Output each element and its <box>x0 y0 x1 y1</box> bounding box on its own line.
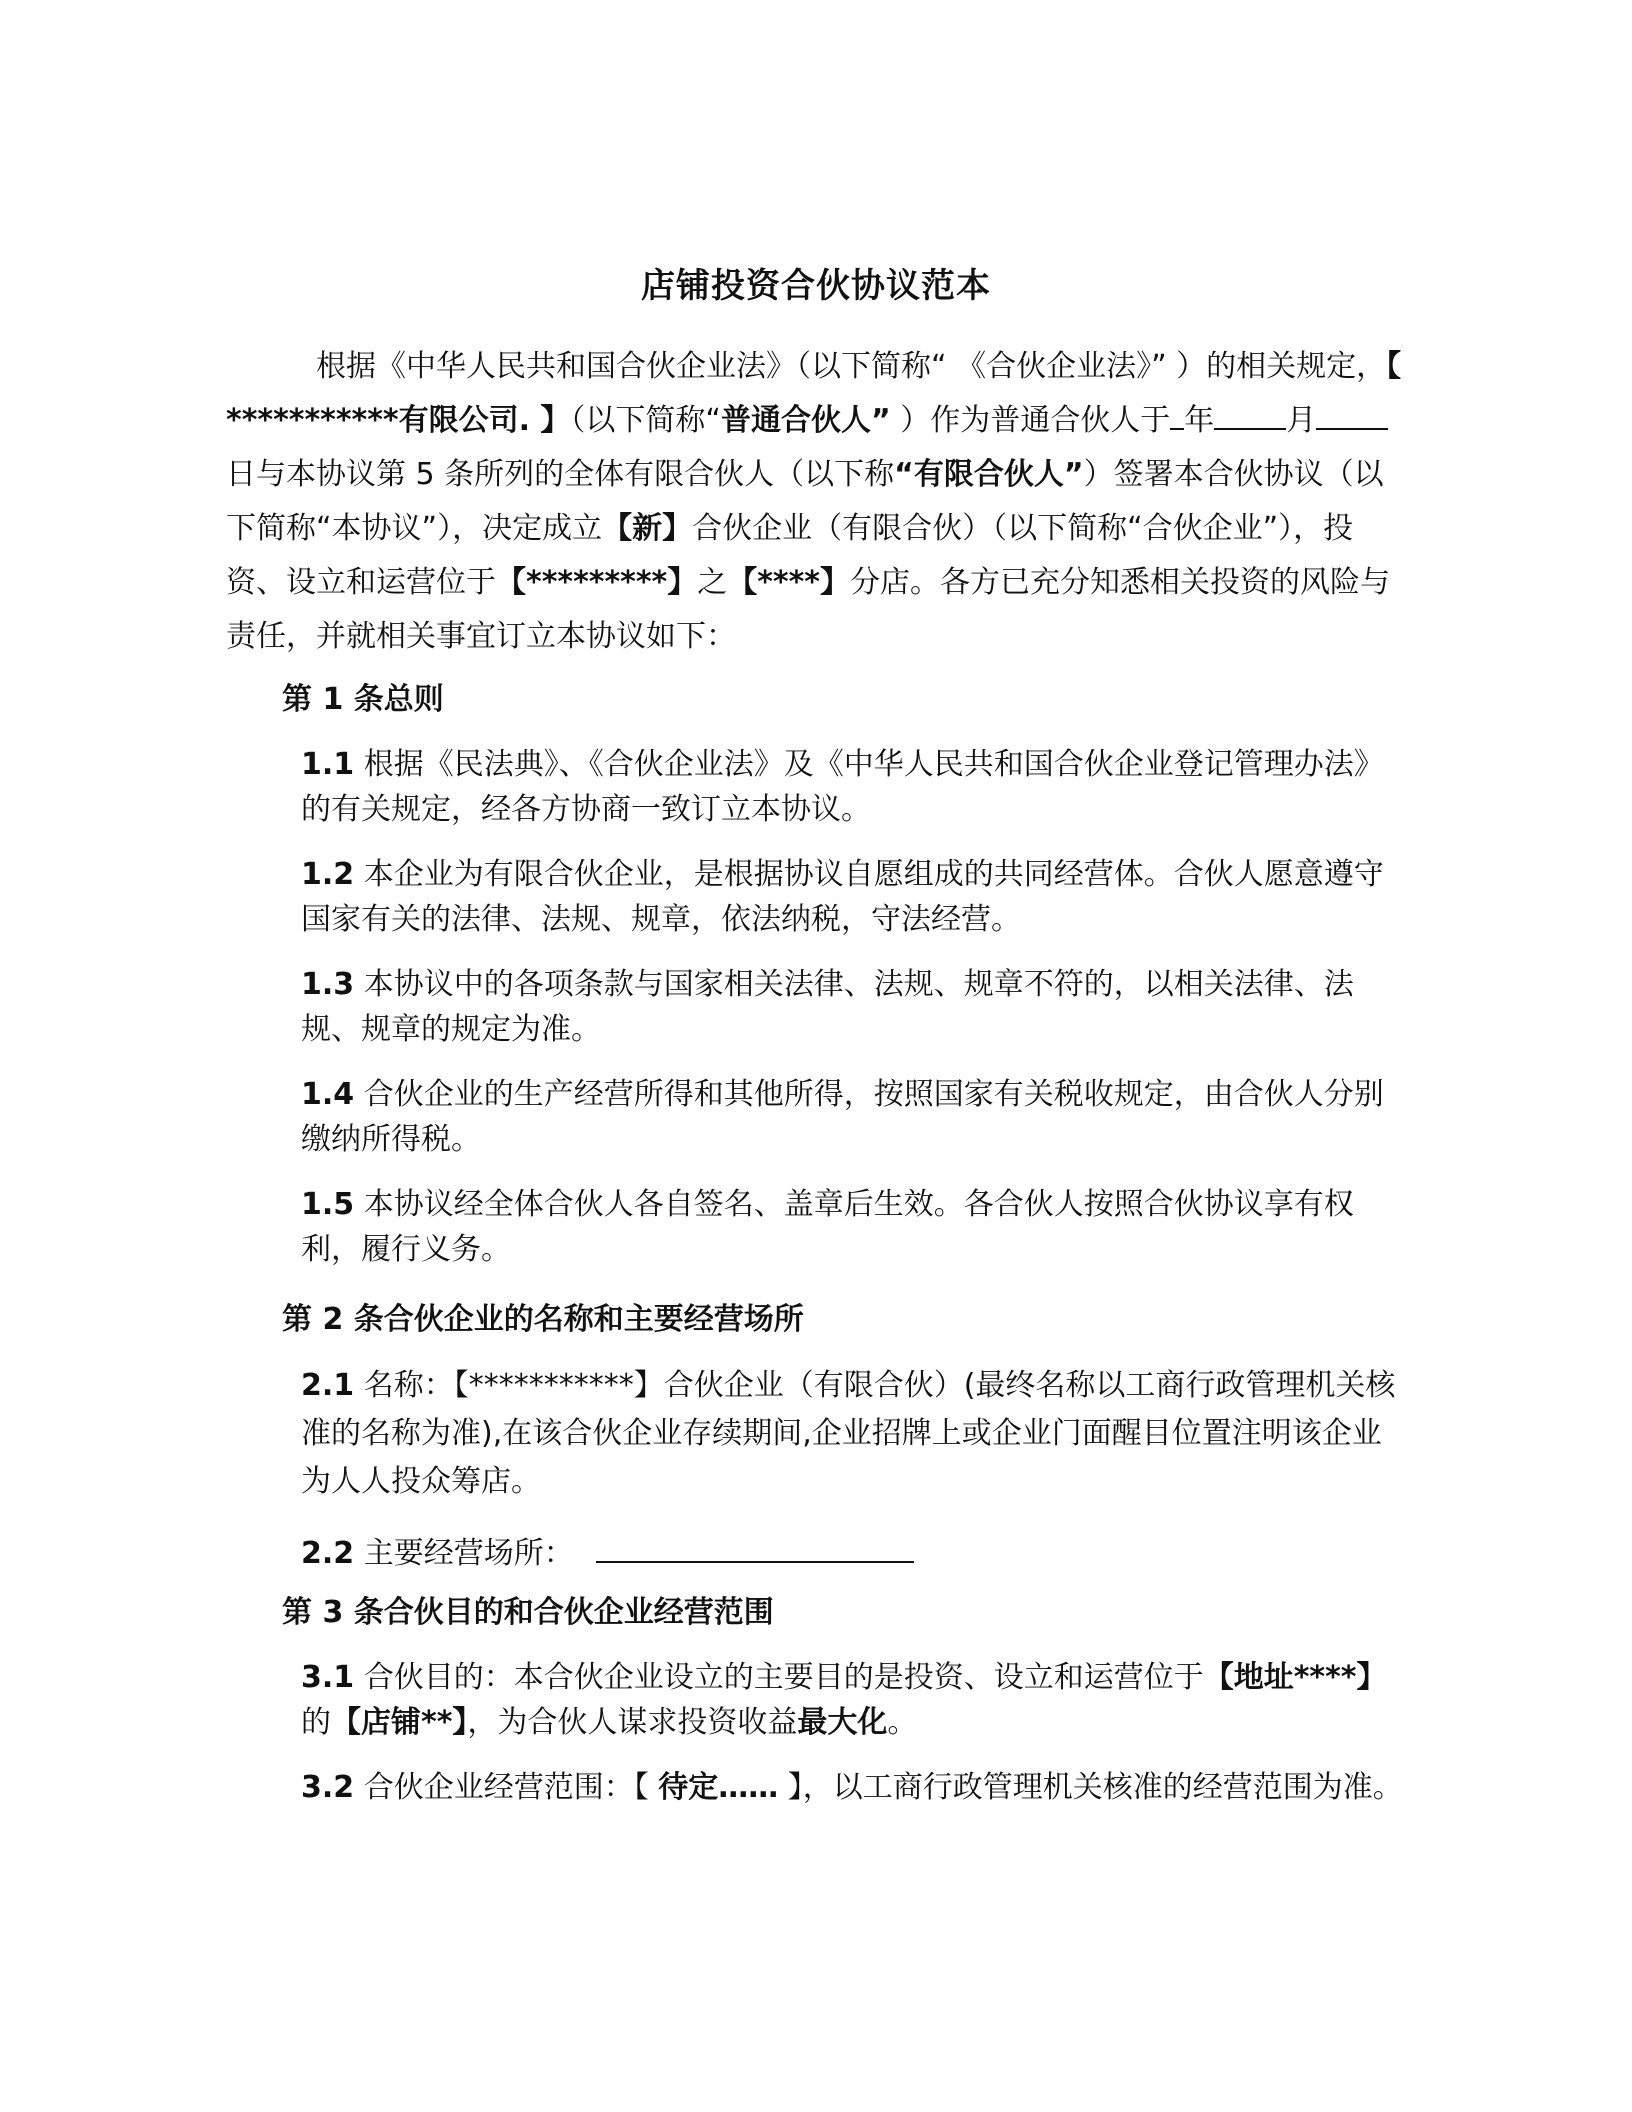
month-blank <box>1214 394 1286 430</box>
section-2-heading: 第 2 条合伙企业的名称和主要经营场所 <box>282 1302 804 1337</box>
clause-number: 1.4 <box>301 1077 355 1112</box>
emphasis-text: 最大化 <box>797 1705 888 1740</box>
clause-2-2 <box>301 1527 1411 1576</box>
blank-line <box>1170 394 1184 430</box>
clause-1-2 <box>301 852 1411 942</box>
clause-number: 2.2 <box>301 1536 355 1571</box>
clause-number: 3.1 <box>301 1660 355 1695</box>
clause-text: 】，以工商行政管理机关核准的经营范围为准。 <box>778 1770 1403 1805</box>
scope-placeholder: 待定…… <box>658 1770 779 1805</box>
intro-paragraph <box>226 340 1410 664</box>
clause-text: 。 <box>887 1705 918 1740</box>
clause-text: 本协议中的各项条款与国家相关法律、法规、规章不符的，以相关法律、法规、规章的规定为准。 <box>301 967 1354 1047</box>
address-placeholder: 【地址****】 <box>1203 1660 1387 1695</box>
clause-text: 主要经营场所： <box>354 1536 574 1571</box>
shop-placeholder: 【店铺**】 <box>331 1705 468 1740</box>
location-placeholder: 【*********】 <box>496 565 698 600</box>
intro-text: 根据《中华人民共和国合伙企业法》（以下简称“ 《合伙企业法》” ）的相关规定， <box>316 349 1387 384</box>
intro-text: 分店。各方已充分知悉相关投资的风险与责任，并就相关事宜订立本协议如下： <box>226 565 1390 654</box>
clause-1-4 <box>301 1072 1411 1162</box>
year-label: 年 <box>1184 403 1215 438</box>
day-blank <box>1316 394 1388 430</box>
clause-number: 1.5 <box>301 1187 355 1222</box>
section-1-heading: 第 1 条总则 <box>282 682 444 717</box>
month-label: 月 <box>1286 403 1317 438</box>
intro-text: ）签署本合伙协议（以下简称“本协议”），决定成立 <box>226 457 1384 546</box>
clause-1-5 <box>301 1182 1411 1272</box>
intro-text: （以下简称“ <box>570 403 721 438</box>
clause-text: 根据《民法典》、《合伙企业法》及《中华人民共和国合伙企业登记管理办法》的有关规定，经各方协商一致订立本协议。 <box>301 747 1384 827</box>
intro-text: ）作为普通合伙人于 <box>890 403 1171 438</box>
clause-3-2 <box>301 1765 1411 1810</box>
clause-number: 1.3 <box>301 967 355 1002</box>
intro-text: 合伙企业（有限合伙）（以下简称“合伙企业”），投资、设立和运营位于 <box>226 511 1354 600</box>
clause-number: 1.2 <box>301 857 355 892</box>
intro-text: 之 <box>697 565 728 600</box>
clause-2-1 <box>301 1362 1411 1506</box>
section-3-heading: 第 3 条合伙目的和合伙企业经营范围 <box>282 1595 774 1630</box>
clause-3-1 <box>301 1655 1411 1745</box>
clause-text: 合伙企业的生产经营所得和其他所得，按照国家有关税收规定，由合伙人分别缴纳所得税。 <box>301 1077 1384 1157</box>
clause-1-3 <box>301 962 1411 1052</box>
new-tag: 【新】 <box>602 511 693 546</box>
intro-text: 日与本协议第 5 条所列的全体有限合伙人（以下称 <box>226 457 895 492</box>
clause-text: 的 <box>301 1705 331 1740</box>
business-location-blank <box>596 1527 914 1563</box>
clause-text: ，为合伙人谋求投资收益 <box>467 1705 798 1740</box>
clause-number: 1.1 <box>301 747 355 782</box>
general-partner-term: 普通合伙人” <box>720 403 891 438</box>
clause-text: 合伙企业经营范围：【 <box>354 1770 659 1805</box>
clause-text: 合伙目的：本合伙企业设立的主要目的是投资、设立和运营位于 <box>354 1660 1204 1695</box>
company-placeholder: 【 ***********有限公司. 】 <box>226 349 1402 438</box>
clause-number: 3.2 <box>301 1770 355 1805</box>
clause-text: 本企业为有限合伙企业，是根据协议自愿组成的共同经营体。合伙人愿意遵守国家有关的法律、法规、规章，依法纳税，守法经营。 <box>301 857 1384 937</box>
document-title: 店铺投资合伙协议范本 <box>641 266 991 306</box>
branch-placeholder: 【****】 <box>727 565 850 600</box>
clause-1-1 <box>301 742 1411 832</box>
limited-partner-term: “有限合伙人” <box>894 457 1084 492</box>
clause-text: 本协议经全体合伙人各自签名、盖章后生效。各合伙人按照合伙协议享有权利，履行义务。 <box>301 1187 1354 1267</box>
clause-number: 2.1 <box>301 1368 355 1403</box>
clause-text: 名称：【***********】合伙企业（有限合伙）(最终名称以工商行政管理机关核准的名称为准),在该合伙企业存续期间,企业招牌上或企业门面醒目位置注明该企业为人人投众筹店。 <box>301 1368 1396 1499</box>
